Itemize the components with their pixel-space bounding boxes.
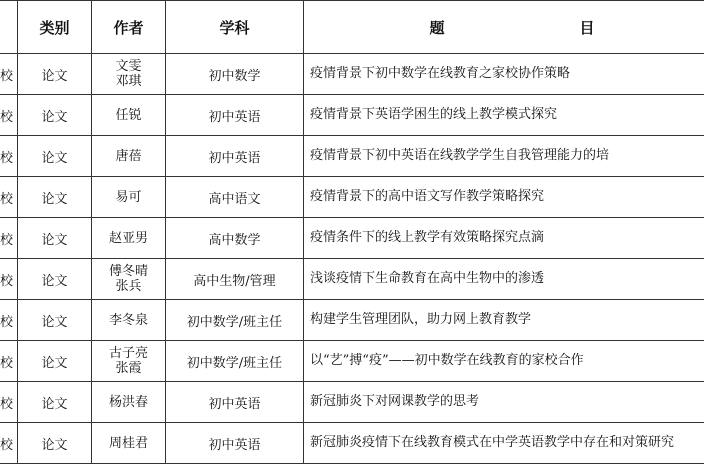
table-row (0, 341, 704, 382)
author-cell (92, 259, 166, 300)
category-cell: 论文 (18, 341, 92, 382)
author-name: 傅冬晴 (108, 264, 148, 279)
subject-cell: 初中英语 (166, 423, 304, 464)
table-row (0, 177, 704, 218)
table-row (0, 423, 704, 464)
header-row (0, 1, 704, 54)
school-cell: 校 (0, 177, 18, 218)
subject-cell: 高中生物/管理 (166, 259, 304, 300)
subject-cell: 初中数学/班主任 (166, 341, 304, 382)
table-row (0, 54, 704, 95)
header-school (0, 1, 18, 54)
header-category: 类别 (18, 1, 92, 54)
subject-cell: 初中英语 (166, 382, 304, 423)
author-name: 杨洪春 (108, 394, 148, 410)
topic-cell: 疫情背景下初中英语在线教学学生自我管理能力的培 (304, 136, 704, 177)
author-cell (92, 423, 166, 464)
author-cell (92, 382, 166, 423)
author-name: 李冬泉 (108, 312, 148, 328)
header-subject: 学科 (166, 1, 304, 54)
topic-cell: 疫情背景下英语学困生的线上教学模式探究 (304, 95, 704, 136)
header-topic (304, 1, 704, 54)
author-name: 易可 (115, 189, 142, 205)
author-cell (92, 177, 166, 218)
subject-cell: 高中数学 (166, 218, 304, 259)
category-cell: 论文 (18, 218, 92, 259)
school-cell: 校 (0, 423, 18, 464)
topic-cell: 以“艺”搏“疫”——初中数学在线教育的家校合作 (304, 341, 704, 382)
school-cell: 校 (0, 341, 18, 382)
author-name: 唐蓓 (115, 148, 142, 164)
header-author: 作者 (92, 1, 166, 54)
author-cell (92, 300, 166, 341)
author-name: 文雯 (115, 59, 142, 74)
topic-cell: 疫情背景下的高中语文写作教学策略探究 (304, 177, 704, 218)
school-cell: 校 (0, 300, 18, 341)
category-cell: 论文 (18, 300, 92, 341)
subject-cell: 初中英语 (166, 136, 304, 177)
topic-cell: 新冠肺炎疫情下在线教育模式在中学英语教学中存在和对策研究 (304, 423, 704, 464)
category-cell: 论文 (18, 136, 92, 177)
table-row (0, 382, 704, 423)
author-cell (92, 95, 166, 136)
subject-cell: 高中语文 (166, 177, 304, 218)
school-cell: 校 (0, 259, 18, 300)
school-cell: 校 (0, 218, 18, 259)
topic-cell: 浅谈疫情下生命教育在高中生物中的渗透 (304, 259, 704, 300)
author-name: 张霞 (115, 361, 142, 376)
author-name: 古子亮 (108, 346, 148, 361)
table-row (0, 136, 704, 177)
author-cell (92, 218, 166, 259)
table-row (0, 300, 704, 341)
header-topic-text: 题 目 (429, 18, 655, 37)
topic-cell: 新冠肺炎下对网课教学的思考 (304, 382, 704, 423)
category-cell: 论文 (18, 382, 92, 423)
topic-cell: 疫情条件下的线上教学有效策略探究点滴 (304, 218, 704, 259)
school-cell: 校 (0, 95, 18, 136)
school-cell: 校 (0, 382, 18, 423)
author-name: 张兵 (115, 279, 142, 294)
category-cell: 论文 (18, 95, 92, 136)
table-body (0, 54, 704, 464)
subject-cell: 初中英语 (166, 95, 304, 136)
category-cell: 论文 (18, 54, 92, 95)
subject-cell: 初中数学/班主任 (166, 300, 304, 341)
table-row (0, 259, 704, 300)
author-name: 赵亚男 (108, 230, 148, 246)
school-cell: 校 (0, 136, 18, 177)
subject-cell: 初中数学 (166, 54, 304, 95)
author-name: 邓琪 (115, 74, 142, 89)
school-cell: 校 (0, 54, 18, 95)
author-name: 任锐 (115, 107, 142, 123)
category-cell: 论文 (18, 423, 92, 464)
category-cell: 论文 (18, 259, 92, 300)
author-cell (92, 341, 166, 382)
topic-cell: 疫情背景下初中数学在线教育之家校协作策略 (304, 54, 704, 95)
author-cell (92, 54, 166, 95)
table-row (0, 218, 704, 259)
category-cell: 论文 (18, 177, 92, 218)
author-name: 周桂君 (108, 435, 148, 451)
table-row (0, 95, 704, 136)
author-cell (92, 136, 166, 177)
topic-cell: 构建学生管理团队，助力网上教育教学 (304, 300, 704, 341)
